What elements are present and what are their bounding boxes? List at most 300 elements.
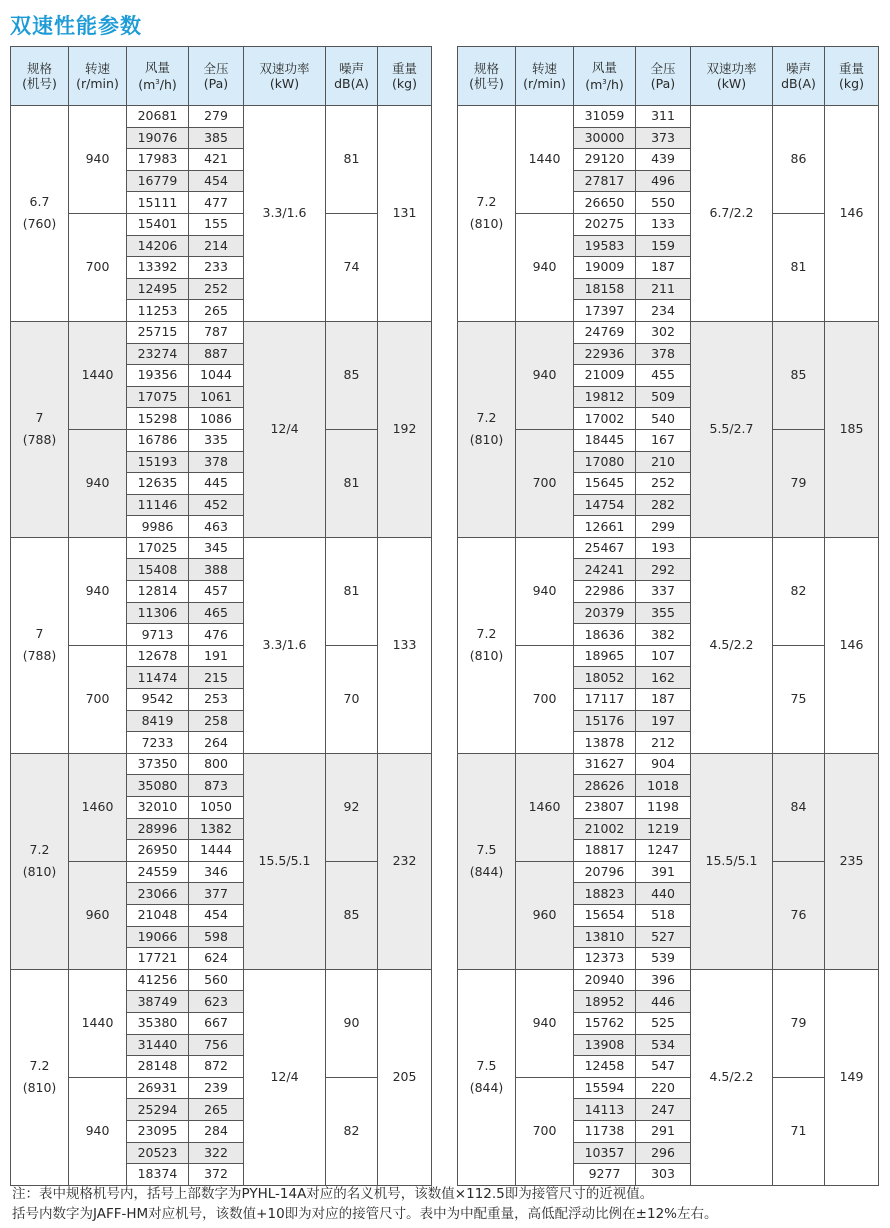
pressure-cell: 446 bbox=[636, 991, 691, 1013]
table-row bbox=[11, 106, 432, 128]
table-row bbox=[11, 537, 432, 559]
noise-cell: 70 bbox=[326, 645, 378, 753]
pressure-cell: 372 bbox=[189, 1164, 244, 1186]
model-cell bbox=[458, 537, 516, 753]
pressure-cell: 291 bbox=[636, 1120, 691, 1142]
pressure-cell: 215 bbox=[189, 667, 244, 689]
airflow-cell: 20681 bbox=[127, 106, 189, 128]
speed-cell: 940 bbox=[516, 537, 574, 645]
header-unit: /h) bbox=[606, 77, 624, 93]
airflow-cell: 20940 bbox=[574, 969, 636, 991]
pressure-cell: 299 bbox=[636, 516, 691, 538]
pressure-cell: 476 bbox=[189, 624, 244, 646]
airflow-cell: 15298 bbox=[127, 408, 189, 430]
weight-cell: 205 bbox=[378, 969, 432, 1185]
header-pressure bbox=[636, 47, 691, 106]
header-unit: (Pa) bbox=[203, 76, 229, 91]
model-cell bbox=[458, 753, 516, 969]
airflow-cell: 7233 bbox=[127, 732, 189, 754]
header-unit: (m bbox=[585, 77, 603, 93]
noise-cell: 84 bbox=[773, 753, 825, 861]
noise-cell: 86 bbox=[773, 106, 825, 214]
pressure-cell: 377 bbox=[189, 883, 244, 905]
speed-cell: 940 bbox=[516, 213, 574, 321]
speed-cell: 1440 bbox=[69, 321, 127, 429]
airflow-cell: 26650 bbox=[574, 192, 636, 214]
power-cell: 3.3/1.6 bbox=[244, 106, 326, 322]
header-unit: (机号) bbox=[22, 76, 57, 91]
footnote-line: 括号内数字为JAFF-HM对应机号，该数值+10即为对应的接管尺寸。表中为中配重量，高低配浮动比例在±12%左右。 bbox=[12, 1206, 718, 1222]
pressure-cell: 539 bbox=[636, 948, 691, 970]
pressure-cell: 518 bbox=[636, 904, 691, 926]
pressure-cell: 210 bbox=[636, 451, 691, 473]
pressure-cell: 1444 bbox=[189, 840, 244, 862]
airflow-cell: 26931 bbox=[127, 1077, 189, 1099]
airflow-cell: 13810 bbox=[574, 926, 636, 948]
model-cell bbox=[11, 321, 69, 537]
pressure-cell: 253 bbox=[189, 689, 244, 711]
pressure-cell: 1061 bbox=[189, 386, 244, 408]
airflow-cell: 21009 bbox=[574, 365, 636, 387]
speed-cell: 700 bbox=[69, 645, 127, 753]
airflow-cell: 22936 bbox=[574, 343, 636, 365]
header-model bbox=[11, 47, 69, 106]
pressure-cell: 211 bbox=[636, 278, 691, 300]
header-unit: (m bbox=[138, 77, 156, 93]
airflow-cell: 18817 bbox=[574, 840, 636, 862]
speed-cell: 940 bbox=[69, 429, 127, 537]
header-noise bbox=[773, 47, 825, 106]
airflow-cell: 19066 bbox=[127, 926, 189, 948]
pressure-cell: 264 bbox=[189, 732, 244, 754]
airflow-cell: 41256 bbox=[127, 969, 189, 991]
pressure-cell: 391 bbox=[636, 861, 691, 883]
airflow-cell: 17983 bbox=[127, 149, 189, 171]
airflow-cell: 13908 bbox=[574, 1034, 636, 1056]
airflow-cell: 17025 bbox=[127, 537, 189, 559]
pressure-cell: 155 bbox=[189, 213, 244, 235]
speed-cell: 700 bbox=[516, 429, 574, 537]
header-label: 风量 bbox=[591, 59, 617, 75]
header-unit-exponent: 3 bbox=[602, 77, 607, 86]
airflow-cell: 14113 bbox=[574, 1099, 636, 1121]
model-size: (810) bbox=[469, 432, 504, 448]
weight-cell: 133 bbox=[378, 537, 432, 753]
airflow-cell: 25294 bbox=[127, 1099, 189, 1121]
airflow-cell: 20379 bbox=[574, 602, 636, 624]
noise-cell: 79 bbox=[773, 429, 825, 537]
pressure-cell: 234 bbox=[636, 300, 691, 322]
header-weight bbox=[825, 47, 879, 106]
model-cell bbox=[458, 321, 516, 537]
power-cell: 3.3/1.6 bbox=[244, 537, 326, 753]
header-label: 规格 bbox=[473, 61, 499, 76]
pressure-cell: 279 bbox=[189, 106, 244, 128]
pressure-cell: 756 bbox=[189, 1034, 244, 1056]
pressure-cell: 465 bbox=[189, 602, 244, 624]
airflow-cell: 8419 bbox=[127, 710, 189, 732]
pressure-cell: 303 bbox=[636, 1164, 691, 1186]
pressure-cell: 534 bbox=[636, 1034, 691, 1056]
header-row bbox=[458, 47, 879, 106]
speed-cell: 1440 bbox=[516, 106, 574, 214]
header-unit-exponent: 3 bbox=[155, 77, 160, 86]
model-cell bbox=[11, 969, 69, 1185]
table-row bbox=[11, 753, 432, 775]
model-size: (760) bbox=[22, 216, 57, 232]
airflow-cell: 11474 bbox=[127, 667, 189, 689]
noise-cell: 81 bbox=[326, 106, 378, 214]
airflow-cell: 17080 bbox=[574, 451, 636, 473]
pressure-cell: 220 bbox=[636, 1077, 691, 1099]
pressure-cell: 385 bbox=[189, 127, 244, 149]
speed-cell: 960 bbox=[516, 861, 574, 969]
model-size: (788) bbox=[22, 648, 57, 664]
header-label: 转速 bbox=[84, 61, 110, 76]
header-airflow bbox=[574, 47, 636, 106]
pressure-cell: 193 bbox=[636, 537, 691, 559]
power-cell: 12/4 bbox=[244, 321, 326, 537]
pressure-cell: 1018 bbox=[636, 775, 691, 797]
noise-cell: 81 bbox=[326, 429, 378, 537]
pressure-cell: 167 bbox=[636, 429, 691, 451]
pressure-cell: 292 bbox=[636, 559, 691, 581]
pressure-cell: 212 bbox=[636, 732, 691, 754]
header-unit: (kW) bbox=[269, 76, 300, 91]
pressure-cell: 525 bbox=[636, 1012, 691, 1034]
speed-cell: 1460 bbox=[69, 753, 127, 861]
airflow-cell: 9542 bbox=[127, 689, 189, 711]
model-size: (810) bbox=[22, 1080, 57, 1096]
pressure-cell: 421 bbox=[189, 149, 244, 171]
header-unit: (kW) bbox=[716, 76, 747, 91]
noise-cell: 92 bbox=[326, 753, 378, 861]
model-number: 7.2 bbox=[29, 842, 50, 858]
model-number: 7 bbox=[35, 626, 44, 642]
pressure-cell: 455 bbox=[636, 365, 691, 387]
pressure-cell: 904 bbox=[636, 753, 691, 775]
airflow-cell: 20523 bbox=[127, 1142, 189, 1164]
airflow-cell: 15111 bbox=[127, 192, 189, 214]
pressure-cell: 667 bbox=[189, 1012, 244, 1034]
power-cell: 15.5/5.1 bbox=[244, 753, 326, 969]
airflow-cell: 25467 bbox=[574, 537, 636, 559]
pressure-cell: 233 bbox=[189, 257, 244, 279]
header-label: 噪声 bbox=[338, 61, 364, 76]
pressure-cell: 159 bbox=[636, 235, 691, 257]
noise-cell: 71 bbox=[773, 1077, 825, 1185]
airflow-cell: 18965 bbox=[574, 645, 636, 667]
airflow-cell: 18052 bbox=[574, 667, 636, 689]
airflow-cell: 19812 bbox=[574, 386, 636, 408]
airflow-cell: 29120 bbox=[574, 149, 636, 171]
pressure-cell: 311 bbox=[636, 106, 691, 128]
noise-cell: 75 bbox=[773, 645, 825, 753]
airflow-cell: 11253 bbox=[127, 300, 189, 322]
pressure-cell: 302 bbox=[636, 321, 691, 343]
power-cell: 15.5/5.1 bbox=[691, 753, 773, 969]
pressure-cell: 454 bbox=[189, 170, 244, 192]
model-number: 7 bbox=[35, 410, 44, 426]
pressure-cell: 1050 bbox=[189, 797, 244, 819]
model-size: (844) bbox=[469, 864, 504, 880]
noise-cell: 85 bbox=[773, 321, 825, 429]
pressure-cell: 187 bbox=[636, 689, 691, 711]
pressure-cell: 388 bbox=[189, 559, 244, 581]
airflow-cell: 12373 bbox=[574, 948, 636, 970]
header-power bbox=[244, 47, 326, 106]
airflow-cell: 27817 bbox=[574, 170, 636, 192]
airflow-cell: 15408 bbox=[127, 559, 189, 581]
airflow-cell: 13392 bbox=[127, 257, 189, 279]
airflow-cell: 9277 bbox=[574, 1164, 636, 1186]
header-label: 噪声 bbox=[785, 61, 811, 76]
power-cell: 5.5/2.7 bbox=[691, 321, 773, 537]
model-size: (810) bbox=[469, 648, 504, 664]
pressure-cell: 550 bbox=[636, 192, 691, 214]
pressure-cell: 445 bbox=[189, 473, 244, 495]
pressure-cell: 547 bbox=[636, 1056, 691, 1078]
pressure-cell: 252 bbox=[636, 473, 691, 495]
weight-cell: 146 bbox=[825, 537, 879, 753]
header-speed bbox=[516, 47, 574, 106]
header-label: 风量 bbox=[144, 59, 170, 75]
noise-cell: 85 bbox=[326, 861, 378, 969]
weight-cell: 235 bbox=[825, 753, 879, 969]
airflow-cell: 17721 bbox=[127, 948, 189, 970]
model-size: (810) bbox=[22, 864, 57, 880]
airflow-cell: 19583 bbox=[574, 235, 636, 257]
airflow-cell: 14754 bbox=[574, 494, 636, 516]
airflow-cell: 23095 bbox=[127, 1120, 189, 1142]
weight-cell: 149 bbox=[825, 969, 879, 1185]
airflow-cell: 9713 bbox=[127, 624, 189, 646]
table-row bbox=[11, 213, 432, 235]
pressure-cell: 624 bbox=[189, 948, 244, 970]
airflow-cell: 15193 bbox=[127, 451, 189, 473]
header-weight bbox=[378, 47, 432, 106]
weight-cell: 131 bbox=[378, 106, 432, 322]
table-row bbox=[458, 753, 879, 775]
pressure-cell: 382 bbox=[636, 624, 691, 646]
airflow-cell: 23807 bbox=[574, 797, 636, 819]
noise-cell: 79 bbox=[773, 969, 825, 1077]
airflow-cell: 24559 bbox=[127, 861, 189, 883]
airflow-cell: 35080 bbox=[127, 775, 189, 797]
speed-cell: 940 bbox=[69, 106, 127, 214]
model-number: 7.5 bbox=[476, 842, 497, 858]
airflow-cell: 37350 bbox=[127, 753, 189, 775]
pressure-cell: 396 bbox=[636, 969, 691, 991]
speed-cell: 700 bbox=[516, 1077, 574, 1185]
pressure-cell: 1044 bbox=[189, 365, 244, 387]
header-model bbox=[458, 47, 516, 106]
header-airflow bbox=[127, 47, 189, 106]
airflow-cell: 23066 bbox=[127, 883, 189, 905]
airflow-cell: 12458 bbox=[574, 1056, 636, 1078]
pressure-cell: 598 bbox=[189, 926, 244, 948]
pressure-cell: 452 bbox=[189, 494, 244, 516]
model-number: 7.2 bbox=[476, 194, 497, 210]
model-cell bbox=[458, 106, 516, 322]
noise-cell: 76 bbox=[773, 861, 825, 969]
airflow-cell: 15401 bbox=[127, 213, 189, 235]
table-row bbox=[458, 106, 879, 128]
noise-cell: 81 bbox=[326, 537, 378, 645]
performance-table-right bbox=[457, 46, 879, 1186]
pressure-cell: 463 bbox=[189, 516, 244, 538]
pressure-cell: 800 bbox=[189, 753, 244, 775]
footnote-line: 注：表中规格机号内，括号上部数字为PYHL-14A对应的名义机号，该数值×112.5即为接管尺寸的近视值。 bbox=[12, 1186, 654, 1202]
header-unit: dB(A) bbox=[334, 76, 369, 91]
airflow-cell: 20796 bbox=[574, 861, 636, 883]
airflow-cell: 28148 bbox=[127, 1056, 189, 1078]
table-row bbox=[11, 645, 432, 667]
pressure-cell: 322 bbox=[189, 1142, 244, 1164]
pressure-cell: 239 bbox=[189, 1077, 244, 1099]
airflow-cell: 31627 bbox=[574, 753, 636, 775]
pressure-cell: 1086 bbox=[189, 408, 244, 430]
power-cell: 4.5/2.2 bbox=[691, 537, 773, 753]
airflow-cell: 12678 bbox=[127, 645, 189, 667]
airflow-cell: 17002 bbox=[574, 408, 636, 430]
pressure-cell: 187 bbox=[636, 257, 691, 279]
pressure-cell: 284 bbox=[189, 1120, 244, 1142]
pressure-cell: 787 bbox=[189, 321, 244, 343]
table-row bbox=[11, 969, 432, 991]
header-label: 双速功率 bbox=[706, 61, 757, 76]
header-unit: /h) bbox=[159, 77, 177, 93]
pressure-cell: 162 bbox=[636, 667, 691, 689]
pressure-cell: 265 bbox=[189, 1099, 244, 1121]
pressure-cell: 107 bbox=[636, 645, 691, 667]
speed-cell: 700 bbox=[69, 213, 127, 321]
airflow-cell: 11146 bbox=[127, 494, 189, 516]
speed-cell: 940 bbox=[69, 1077, 127, 1185]
pressure-cell: 197 bbox=[636, 710, 691, 732]
model-number: 7.5 bbox=[476, 1058, 497, 1074]
header-label: 重量 bbox=[838, 61, 864, 76]
page-title: 双速性能参数 bbox=[10, 14, 142, 38]
pressure-cell: 540 bbox=[636, 408, 691, 430]
header-unit: (r/min) bbox=[76, 76, 119, 91]
power-cell: 4.5/2.2 bbox=[691, 969, 773, 1185]
footnotes bbox=[12, 1184, 718, 1224]
airflow-cell: 21048 bbox=[127, 904, 189, 926]
table-row bbox=[458, 861, 879, 883]
speed-cell: 940 bbox=[516, 969, 574, 1077]
airflow-cell: 31440 bbox=[127, 1034, 189, 1056]
table-row bbox=[458, 1077, 879, 1099]
table-row bbox=[11, 1077, 432, 1099]
header-noise bbox=[326, 47, 378, 106]
airflow-cell: 35380 bbox=[127, 1012, 189, 1034]
header-label: 全压 bbox=[650, 61, 676, 76]
airflow-cell: 22986 bbox=[574, 581, 636, 603]
model-number: 7.2 bbox=[476, 626, 497, 642]
model-size: (810) bbox=[469, 216, 504, 232]
table-row bbox=[458, 969, 879, 991]
header-unit: (Pa) bbox=[650, 76, 676, 91]
model-size: (788) bbox=[22, 432, 57, 448]
airflow-cell: 28626 bbox=[574, 775, 636, 797]
pressure-cell: 873 bbox=[189, 775, 244, 797]
pressure-cell: 337 bbox=[636, 581, 691, 603]
header-unit: dB(A) bbox=[781, 76, 816, 91]
airflow-cell: 19076 bbox=[127, 127, 189, 149]
pressure-cell: 258 bbox=[189, 710, 244, 732]
airflow-cell: 12635 bbox=[127, 473, 189, 495]
header-power bbox=[691, 47, 773, 106]
pressure-cell: 282 bbox=[636, 494, 691, 516]
airflow-cell: 38749 bbox=[127, 991, 189, 1013]
pressure-cell: 439 bbox=[636, 149, 691, 171]
table-row bbox=[458, 645, 879, 667]
model-cell bbox=[458, 969, 516, 1185]
airflow-cell: 15176 bbox=[574, 710, 636, 732]
airflow-cell: 9986 bbox=[127, 516, 189, 538]
airflow-cell: 25715 bbox=[127, 321, 189, 343]
airflow-cell: 26950 bbox=[127, 840, 189, 862]
noise-cell: 81 bbox=[773, 213, 825, 321]
weight-cell: 232 bbox=[378, 753, 432, 969]
pressure-cell: 373 bbox=[636, 127, 691, 149]
speed-cell: 940 bbox=[516, 321, 574, 429]
model-number: 7.2 bbox=[29, 1058, 50, 1074]
pressure-cell: 346 bbox=[189, 861, 244, 883]
header-label: 重量 bbox=[391, 61, 417, 76]
pressure-cell: 1247 bbox=[636, 840, 691, 862]
header-label: 双速功率 bbox=[259, 61, 310, 76]
model-cell bbox=[11, 753, 69, 969]
speed-cell: 940 bbox=[69, 537, 127, 645]
performance-table-left bbox=[10, 46, 432, 1186]
speed-cell: 700 bbox=[516, 645, 574, 753]
pressure-cell: 335 bbox=[189, 429, 244, 451]
airflow-cell: 16786 bbox=[127, 429, 189, 451]
pressure-cell: 872 bbox=[189, 1056, 244, 1078]
airflow-cell: 24769 bbox=[574, 321, 636, 343]
noise-cell: 90 bbox=[326, 969, 378, 1077]
airflow-cell: 28996 bbox=[127, 818, 189, 840]
pressure-cell: 133 bbox=[636, 213, 691, 235]
airflow-cell: 24241 bbox=[574, 559, 636, 581]
speed-cell: 960 bbox=[69, 861, 127, 969]
pressure-cell: 247 bbox=[636, 1099, 691, 1121]
power-cell: 12/4 bbox=[244, 969, 326, 1185]
airflow-cell: 18445 bbox=[574, 429, 636, 451]
airflow-cell: 17075 bbox=[127, 386, 189, 408]
pressure-cell: 887 bbox=[189, 343, 244, 365]
airflow-cell: 18952 bbox=[574, 991, 636, 1013]
weight-cell: 192 bbox=[378, 321, 432, 537]
airflow-cell: 18158 bbox=[574, 278, 636, 300]
pressure-cell: 623 bbox=[189, 991, 244, 1013]
table-row bbox=[11, 321, 432, 343]
noise-cell: 82 bbox=[326, 1077, 378, 1185]
table-row bbox=[458, 321, 879, 343]
pressure-cell: 252 bbox=[189, 278, 244, 300]
airflow-cell: 23274 bbox=[127, 343, 189, 365]
power-cell: 6.7/2.2 bbox=[691, 106, 773, 322]
pressure-cell: 378 bbox=[636, 343, 691, 365]
airflow-cell: 20275 bbox=[574, 213, 636, 235]
model-cell bbox=[11, 537, 69, 753]
airflow-cell: 17397 bbox=[574, 300, 636, 322]
airflow-cell: 18636 bbox=[574, 624, 636, 646]
header-unit: (机号) bbox=[469, 76, 504, 91]
airflow-cell: 13878 bbox=[574, 732, 636, 754]
